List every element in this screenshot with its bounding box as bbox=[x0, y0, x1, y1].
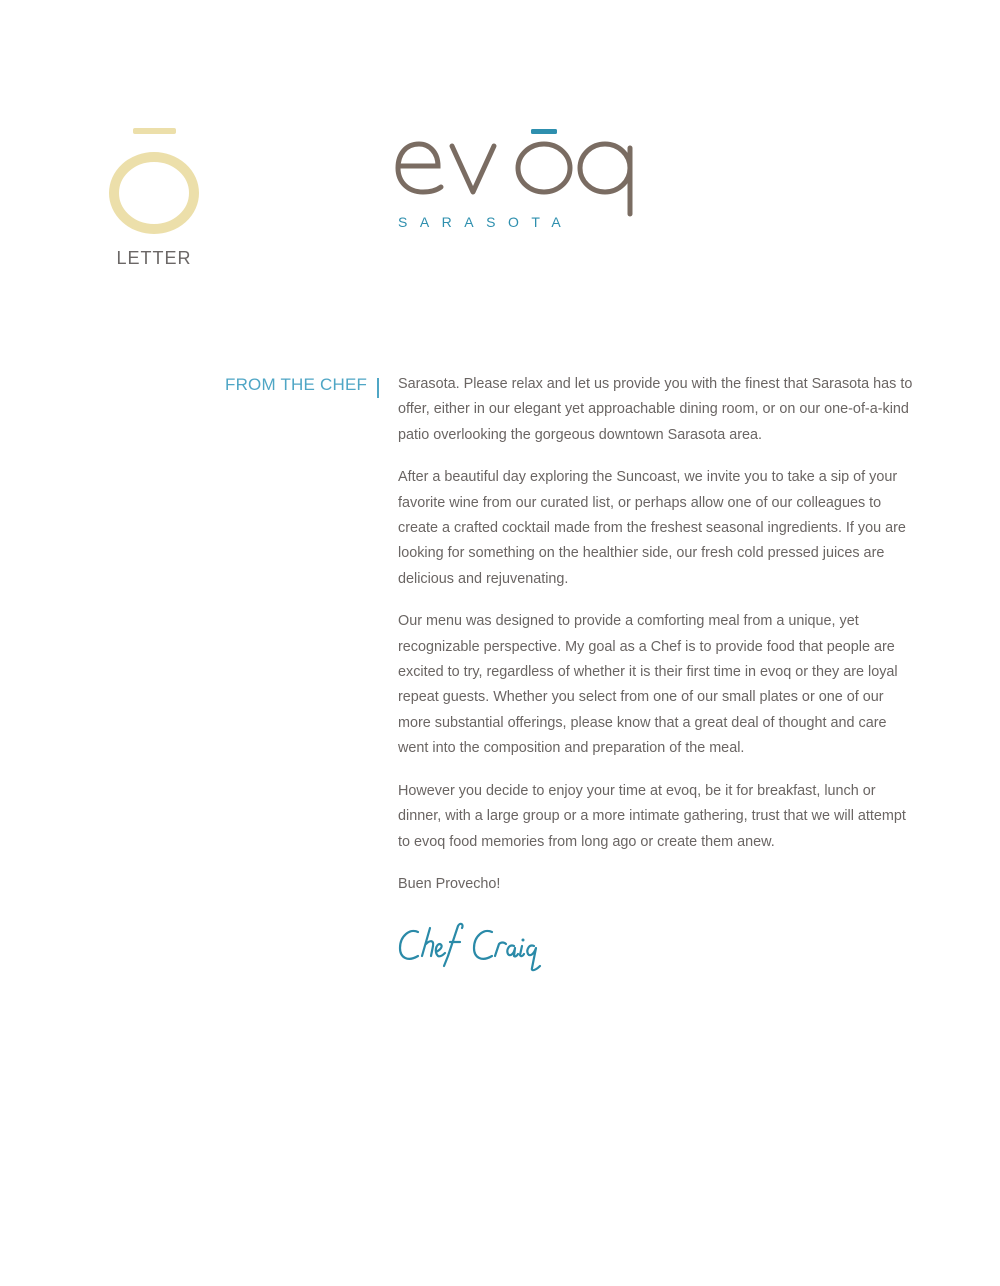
letter-body bbox=[398, 372, 918, 914]
letter-paragraph: However you decide to enjoy your time at evoq, be it for breakfast, lunch or dinner, with a large group or a more intimate gathering, trust that we will attempt to evoq food memories from long ago or create them anew. bbox=[398, 782, 906, 850]
letter-paragraph: After a beautiful day exploring the Suncoast, we invite you to take a sip of your favorite wine from our curated list, or perhaps allow one of our colleagues to create a crafted cocktail made from the freshest seasonal ingredients. If you are looking for something on the healthier side, our fresh cold pressed juices are delicious and rejuvenating. bbox=[398, 469, 906, 587]
letter-closing: Buen Provecho! bbox=[398, 875, 501, 892]
brand-location: SARASOTA bbox=[398, 214, 574, 230]
letter-paragraph: Sarasota. Please relax and let us provide you with the finest that Sarasota has to offer, either in our elegant yet approachable dining room, or on our one-of-a-kind patio overlooking the gorgeous downtown Sarasota area. bbox=[398, 376, 913, 443]
page-type-label: LETTER bbox=[116, 248, 192, 268]
letter-paragraph: Our menu was designed to provide a comforting meal from a unique, yet recognizable perspective. My goal as a Chef is to provide food that people are excited to try, regardless of whether it is their first time in evoq or they are loyal repeat guests. Whether you select from one of our small plates or one of our more substantial offerings, please know that a great deal of thought and care went into the composition and preparation of the meal. bbox=[398, 613, 898, 757]
section-title: FROM THE CHEF bbox=[225, 375, 368, 394]
chef-signature bbox=[396, 922, 556, 974]
section-divider bbox=[377, 378, 379, 398]
o-macron-icon bbox=[105, 126, 203, 236]
